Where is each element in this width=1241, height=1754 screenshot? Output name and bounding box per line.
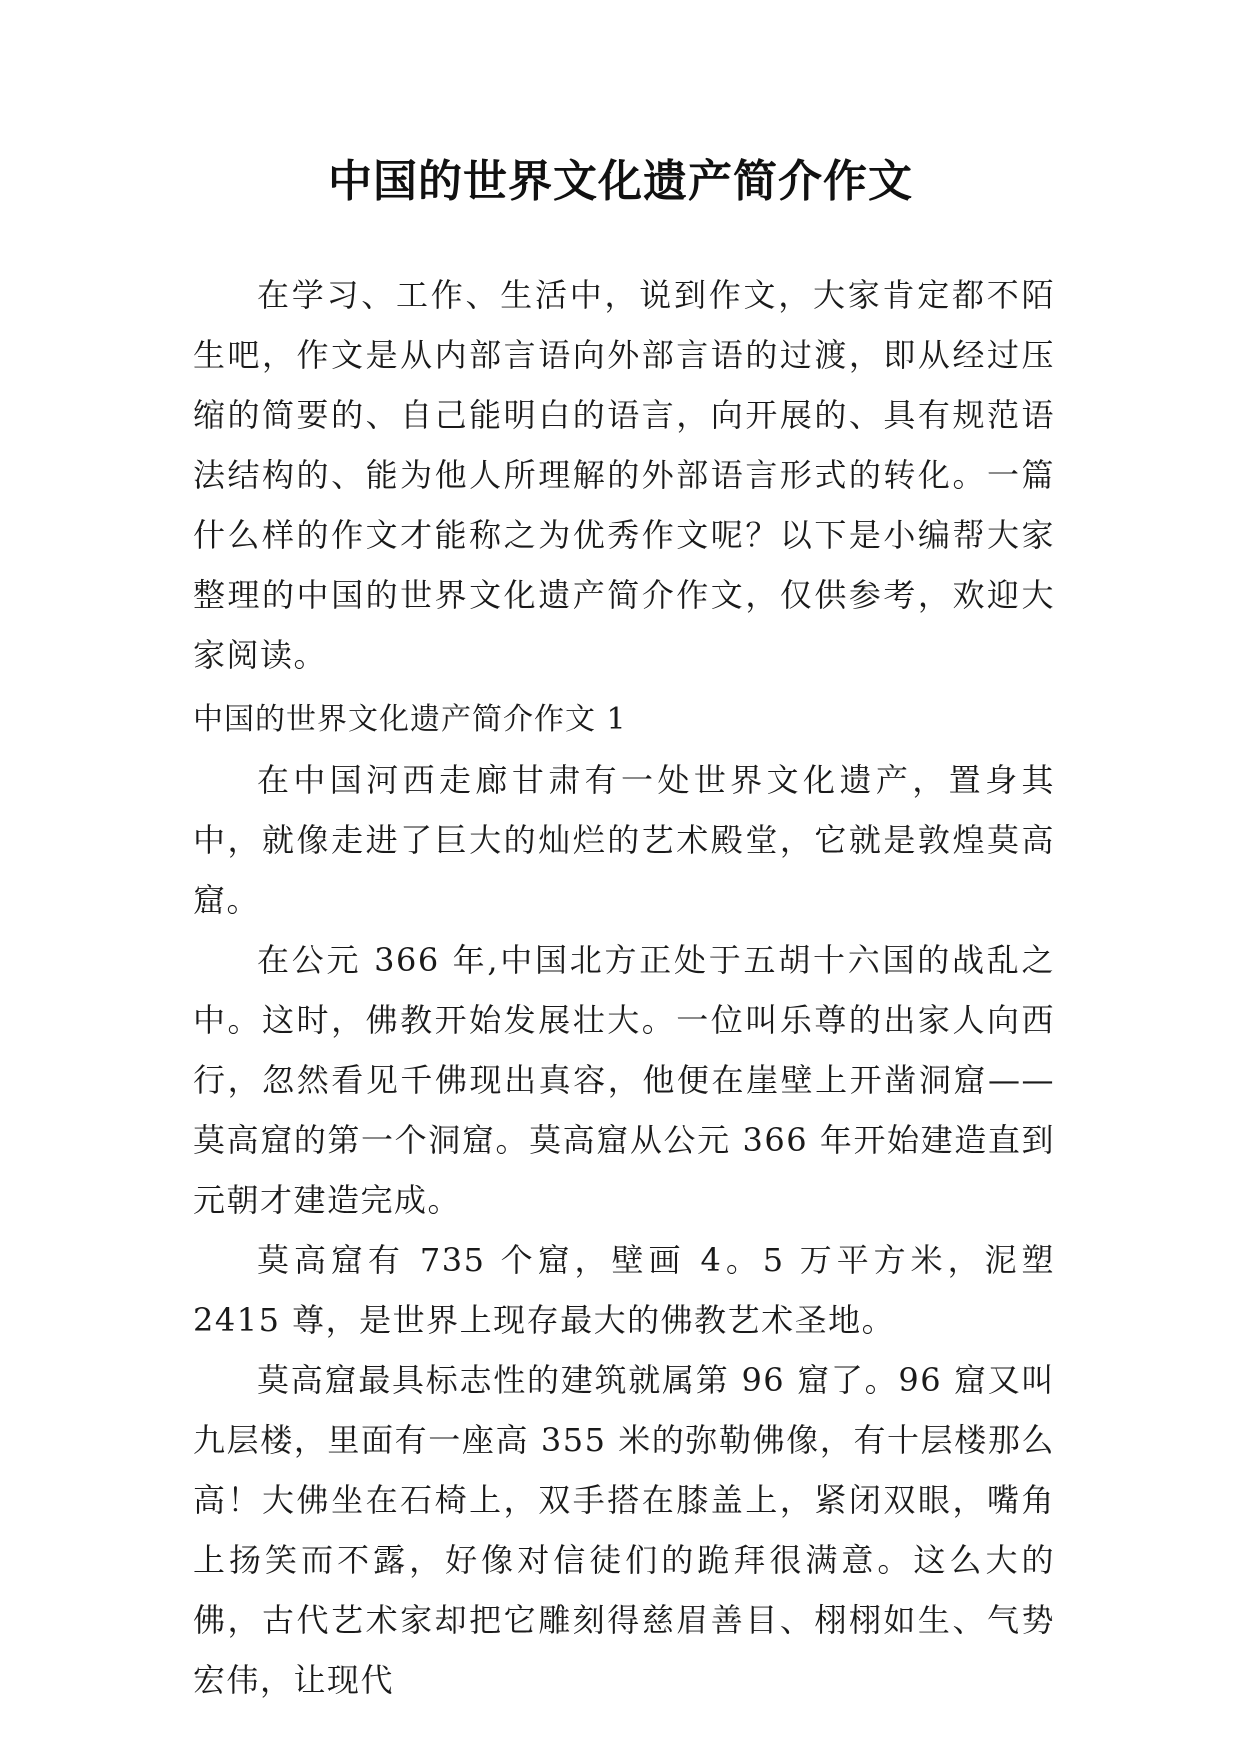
essay-section	[193, 690, 1055, 1710]
intro-section	[193, 265, 1055, 685]
essay-paragraph-4: 莫高窟最具标志性的建筑就属第 96 窟了。96 窟又叫九层楼，里面有一座高 355 米的弥勒佛像，有十层楼那么高！大佛坐在石椅上，双手搭在膝盖上，紧闭双眼，嘴角上扬笑而不露，好像对信徒们的跪拜很满意。这么大的佛，古代艺术家却把它雕刻得慈眉善目、栩栩如生、气势宏伟，让现代	[193, 1361, 1055, 1699]
essay-paragraph-3: 莫高窟有 735 个窟，壁画 4。5 万平方米，泥塑 2415 尊，是世界上现存最大的佛教艺术圣地。	[193, 1241, 1055, 1339]
intro-paragraph: 在学习、工作、生活中，说到作文，大家肯定都不陌生吧，作文是从内部言语向外部言语的过渡，即从经过压缩的简要的、自己能明白的语言，向开展的、具有规范语法结构的、能为他人所理解的外部语言形式的转化。一篇什么样的作文才能称之为优秀作文呢？以下是小编帮大家整理的中国的世界文化遗产简介作文，仅供参考，欢迎大家阅读。	[193, 276, 1055, 674]
document-title: 中国的世界文化遗产简介作文	[328, 156, 913, 207]
essay-paragraph-1: 在中国河西走廊甘肃有一处世界文化遗产，置身其中，就像走进了巨大的灿烂的艺术殿堂，它就是敦煌莫高窟。	[193, 761, 1055, 919]
essay-paragraph-2: 在公元 366 年,中国北方正处于五胡十六国的战乱之中。这时，佛教开始发展壮大。一位叫乐尊的出家人向西行，忽然看见千佛现出真容，他便在崖壁上开凿洞窟——莫高窟的第一个洞窟。莫高窟从公元 366 年开始建造直到元朝才建造完成。	[193, 941, 1055, 1219]
section-heading: 中国的世界文化遗产简介作文 1	[193, 702, 627, 737]
